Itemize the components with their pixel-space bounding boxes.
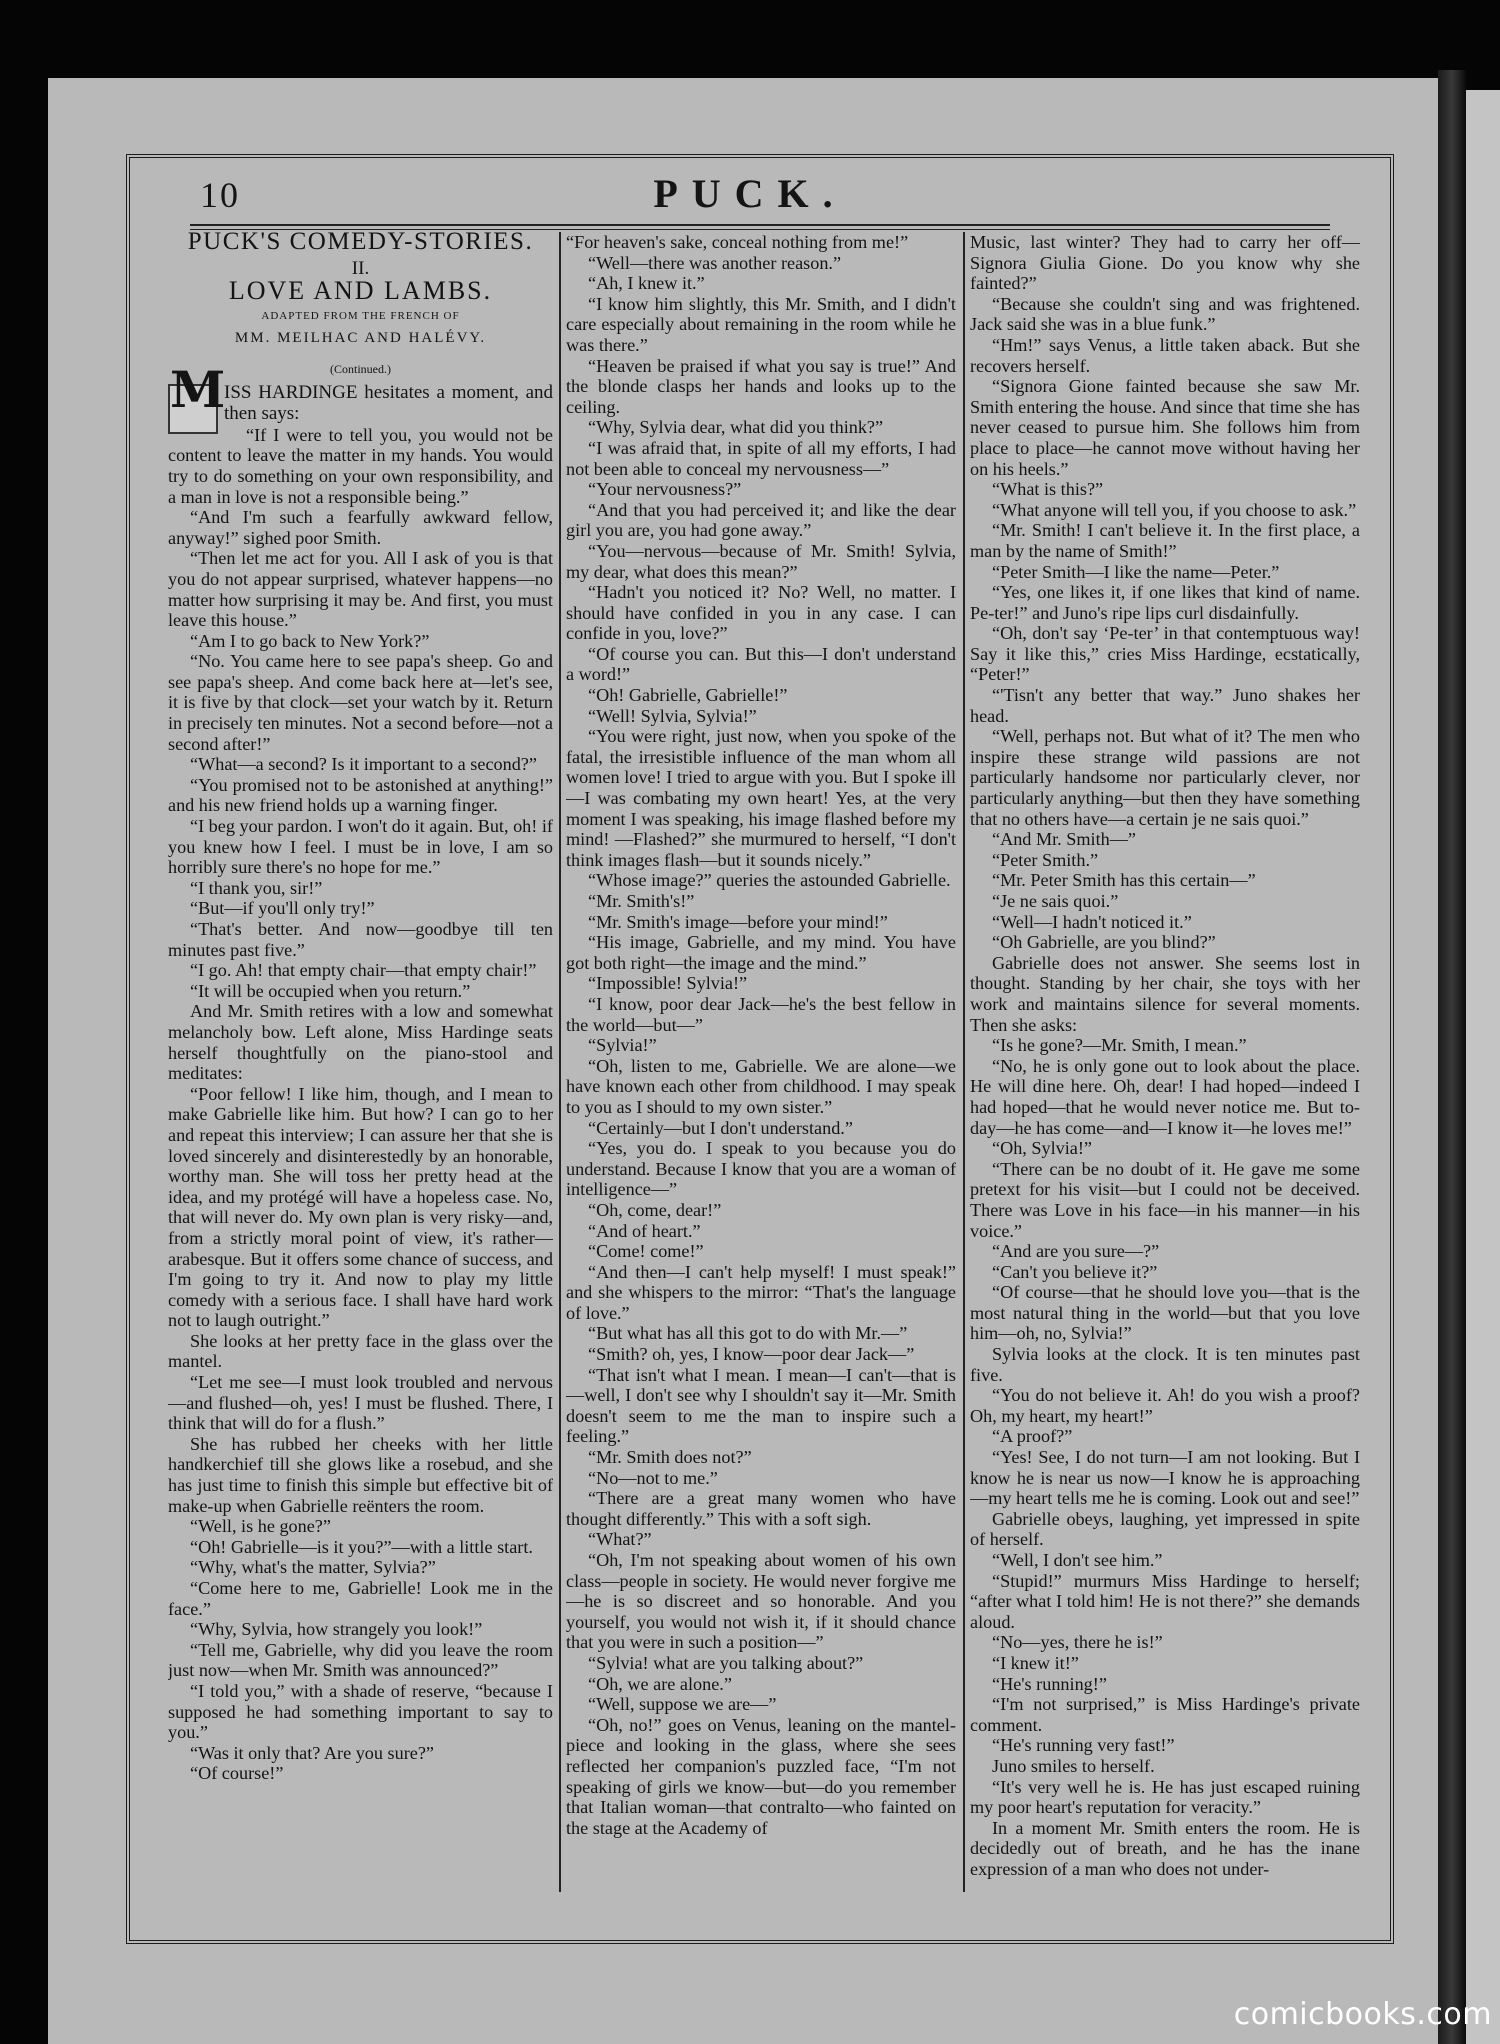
paragraph: “He's running very fast!” <box>992 1735 1175 1756</box>
paragraph: “Come! come!” <box>588 1241 704 1262</box>
paragraph: “Ah, I knew it.” <box>588 273 705 294</box>
header-rule <box>190 224 1330 230</box>
paragraph: “Sylvia! what are you talking about?” <box>588 1652 864 1673</box>
paragraph: “Of course you can. But this—I don't understand a word!” <box>566 643 956 685</box>
paragraph: “Hm!” says Venus, a little taken aback. But she recovers herself. <box>970 334 1360 376</box>
paragraph: “You were right, just now, when you spoke of the fatal, the irresistible influence of the man whom all women love! I tried to argue with you. But I spoke ill—I was combating my own heart! Yes, at the very moment I was speaking, his image flashed before my mind! —Flashed?” she murmured to herself, “I don't think images flash—but it sounds nicely.” <box>566 726 956 870</box>
paragraph: “His image, Gabrielle, and my mind. You have got both right—the image and the mind.” <box>566 932 956 973</box>
paragraph: “No. You came here to see papa's sheep. Go and see papa's sheep. And come back here at—let's see, it is five by that clock—set your watch by it. Return in precisely ten minutes. Not a second before—not a second after!” <box>168 651 553 754</box>
paragraph: “Well! Sylvia, Sylvia!” <box>588 705 757 726</box>
paragraph: “What?” <box>588 1529 652 1550</box>
paragraph: “Peter Smith—I like the name—Peter.” <box>992 561 1280 582</box>
paragraph: “Sylvia!” <box>588 1035 657 1056</box>
paragraph: “Mr. Smith's image—before your mind!” <box>588 911 888 932</box>
paragraph: “A proof?” <box>992 1426 1073 1447</box>
continued-note: (Continued.) <box>330 361 391 376</box>
column-3-body <box>970 232 1360 1880</box>
paragraph: “Oh, Sylvia!” <box>992 1138 1093 1159</box>
paragraph: “Come here to me, Gabrielle! Look me in the face.” <box>168 1578 553 1619</box>
paragraph: “Mr. Smith! I can't believe it. In the first place, a man by the name of Smith!” <box>970 520 1360 561</box>
series-title: PUCK'S COMEDY-STORIES. <box>187 232 534 255</box>
paragraph: “Why, what's the matter, Sylvia?” <box>190 1557 436 1578</box>
paragraph: “It's very well he is. He has just escaped ruining my poor heart's reputation for veracity.” <box>970 1776 1360 1818</box>
paragraph: “Oh! Gabrielle—is it you?”—with a little start. <box>190 1536 533 1557</box>
paragraph: “That's better. And now—goodbye till ten minutes past five.” <box>168 919 553 960</box>
paragraph: “Was it only that? Are you sure?” <box>190 1742 434 1763</box>
paragraph: “Yes! See, I do not turn—I am not looking. But I know he is near us now—I know he is approaching—my heart tells me he is coming. Look out and see!” <box>970 1447 1360 1509</box>
paragraph: “And are you sure—?” <box>992 1241 1160 1262</box>
paragraph: “For heaven's sake, conceal nothing from me!” <box>566 232 909 252</box>
paragraph: “You promised not to be astonished at anything!” and his new friend holds up a warning finger. <box>168 774 553 816</box>
paragraph: Gabrielle obeys, laughing, yet impressed in spite of herself. <box>970 1508 1360 1550</box>
opening-paragraph: M ISS HARDINGE hesitates a moment, and then says: <box>168 382 553 425</box>
paragraph: “Your nervousness?” <box>588 479 742 500</box>
paragraph: “Oh Gabrielle, are you blind?” <box>992 932 1216 953</box>
paragraph: “Whose image?” queries the astounded Gabrielle. <box>588 870 951 891</box>
paragraph: “Signora Gione fainted because she saw Mr. Smith entering the house. And since that time she has never ceased to pursue him. She follows him from place to place—he cannot move without having her on his heels.” <box>970 376 1360 479</box>
paragraph: “Well, suppose we are—” <box>588 1694 777 1715</box>
paragraph: “There are a great many women who have thought differently.” This with a soft sigh. <box>566 1488 956 1529</box>
paragraph: “Oh, I'm not speaking about women of his own class—people in society. He would never forgive me—he is so discreet and so honorable. And you yourself, you would not wish it, if it should chance that you were in such a position—” <box>566 1550 956 1653</box>
paragraph: “Well, I don't see him.” <box>992 1550 1163 1570</box>
paragraph: “I know him slightly, this Mr. Smith, and I didn't care especially about remaining in the room while he was there.” <box>566 293 956 355</box>
paragraph: She has rubbed her cheeks with her little handkerchief till she glows like a rosebud, and she has just time to finish this simple but effective bit of make-up when Gabrielle reënters the room. <box>168 1433 553 1516</box>
paragraph: “There can be no doubt of it. He gave me some pretext for his visit—but I could not be deceived. There was Love in his face—in his manner—in his voice.” <box>970 1158 1360 1241</box>
paragraph: “Tell me, Gabrielle, why did you leave the room just now—when Mr. Smith was announced?” <box>168 1639 553 1681</box>
masthead: PUCK. <box>653 171 847 216</box>
paragraph: “Poor fellow! I like him, though, and I mean to make Gabrielle like him. But how? I can go to her and repeat this interview; I can assure her that she is loved sincerely and disinterestedly by an honorable, worthy man. She will toss her pretty head at the idea, and my protégé will have a hopeless case. No, that will never do. My own plan is very risky—and, from a strictly moral point of view, it's rather—arabesque. But it offers some chance of success, and I'm going to try it. And now to play my little comedy with a serious face. I shall have hard work not to laugh outright.” <box>168 1083 553 1331</box>
paragraph: “Mr. Smith's!” <box>588 891 695 911</box>
page-number: 10 <box>200 175 240 215</box>
paragraph: “Of course!” <box>190 1763 284 1784</box>
column-3 <box>970 232 1360 1892</box>
paragraph: “And I'm such a fearfully awkward fellow, anyway!” sighed poor Smith. <box>168 507 553 548</box>
paragraph: “Stupid!” murmurs Miss Hardinge to herself; “after what I told him! He is not there?” she demands aloud. <box>970 1570 1360 1632</box>
paragraph: “Je ne sais quoi.” <box>992 891 1119 911</box>
paragraph: “Oh, listen to me, Gabrielle. We are alone—we have known each other from childhood. I may speak to you as I should to my own sister.” <box>566 1055 956 1117</box>
paragraph: “Oh, we are alone.” <box>588 1673 732 1694</box>
paragraph: She looks at her pretty face in the glass over the mantel. <box>168 1330 553 1372</box>
paragraph: “Hadn't you noticed it? No? Well, no matter. I should have confided in you in any case. I can confide in you, love?” <box>566 582 956 644</box>
column-divider <box>963 232 965 1892</box>
paragraph: “'Tisn't any better that way.” Juno shakes her head. <box>970 685 1360 726</box>
authors-credit: MM. MEILHAC AND HALÉVY. <box>234 330 487 347</box>
paragraph: “I knew it!” <box>992 1652 1079 1673</box>
paragraph: Gabrielle does not answer. She seems lost in thought. Standing by her chair, she toys with her work and maintains silence for several moments. Then she asks: <box>970 952 1360 1035</box>
adapted-credit: ADAPTED FROM THE FRENCH OF <box>261 309 460 322</box>
paragraph: “Then let me act for you. All I ask of you is that you do not appear surprised, whatever happens—no matter how surprising it may be. And first, you must leave this house.” <box>168 548 553 631</box>
paragraph: “I was afraid that, in spite of all my efforts, I had not been able to conceal my nervousness—” <box>566 437 956 479</box>
paragraph: “And Mr. Smith—” <box>992 829 1136 850</box>
paragraph: “No, he is only gone out to look about the place. He will dine here. Oh, dear! I had hoped—indeed I had hoped—that he would never notice me. But to-day—he has come—and—I know it—he loves me!” <box>970 1055 1360 1138</box>
paragraph: “What is this?” <box>992 479 1104 500</box>
paragraph: “And of heart.” <box>588 1220 701 1241</box>
paragraph: “Peter Smith.” <box>992 849 1099 870</box>
paragraph: “I told you,” with a shade of reserve, “because I supposed he had something important to say to you.” <box>168 1680 553 1743</box>
story-title: LOVE AND LAMBS. <box>228 276 493 306</box>
paragraph: “Well, is he gone?” <box>190 1516 331 1537</box>
paragraph: “Am I to go back to New York?” <box>190 630 430 651</box>
column-1-body <box>168 425 553 1784</box>
adjacent-page-edge <box>1466 90 1500 2044</box>
paragraph: “Why, Sylvia dear, what did you think?” <box>588 417 884 438</box>
paragraph: Juno smiles to herself. <box>992 1755 1155 1776</box>
paragraph: “Why, Sylvia, how strangely you look!” <box>190 1619 483 1640</box>
paragraph: “What anyone will tell you, if you choose to ask.” <box>992 499 1357 520</box>
paragraph: “Can't you believe it?” <box>992 1261 1158 1282</box>
paragraph: “Of course—that he should love you—that is the most natural thing in the world—but that you love him—oh, no, Sylvia!” <box>970 1282 1360 1344</box>
paragraph: “I'm not surprised,” is Miss Hardinge's private comment. <box>970 1694 1360 1735</box>
paragraph: “If I were to tell you, you would not be content to leave the matter in my hands. You would try to do something on your own responsibility, and a man in love is not a responsible being.” <box>168 424 553 507</box>
paragraph: “I go. Ah! that empty chair—that empty chair!” <box>190 960 537 981</box>
paragraph: And Mr. Smith retires with a low and somewhat melancholy bow. Left alone, Miss Hardinge seats herself thoughtfully on the piano-stool and meditates: <box>168 1001 553 1084</box>
drop-cap: M <box>168 384 218 434</box>
paragraph: “Well, perhaps not. But what of it? The men who inspire these strange wild passions are not particularly handsome nor particularly clever, nor particularly anything—but then they have something that no others have—a certain je ne sais quoi.” <box>970 726 1360 829</box>
paragraph: “He's running!” <box>992 1673 1107 1694</box>
paragraph: “Oh, no!” goes on Venus, leaning on the mantel-piece and looking in the glass, where she sees reflected her companion's puzzled face, “I'm not speaking of girls we know—but—do you remember that Italian woman—that contralto—who fainted on the stage at the Academy of <box>566 1714 956 1838</box>
paragraph: “It will be occupied when you return.” <box>190 980 471 1001</box>
paragraph: “Well—I hadn't noticed it.” <box>992 911 1192 932</box>
book-gutter <box>1438 70 1466 2044</box>
paragraph: “Impossible! Sylvia!” <box>588 973 748 994</box>
column-1 <box>168 232 553 1892</box>
paragraph: “Oh, don't say ‘Pe-ter’ in that contemptuous way! Say it like this,” cries Miss Hardinge, ecstatically, “Peter!” <box>970 623 1360 685</box>
paragraph: “Certainly—but I don't understand.” <box>588 1117 853 1138</box>
paragraph: “And that you had perceived it; and like the dear girl you are, you had gone away.” <box>566 499 956 541</box>
paragraph: “Let me see—I must look troubled and nervous—and flushed—oh, yes! I must be flushed. There, I think that will do for a flush.” <box>168 1372 553 1434</box>
paragraph: “I beg your pardon. I won't do it again. But, oh! if you knew how I feel. I must be in love, I am so horribly sure there's no hope for me.” <box>168 816 553 878</box>
paragraph: Music, last winter? They had to carry her off—Signora Giulia Gione. Do you know why she fainted?” <box>970 232 1360 294</box>
column-2 <box>566 232 956 1892</box>
paragraph: “I know, poor dear Jack—he's the best fellow in the world—but—” <box>566 993 956 1035</box>
site-watermark: comicbooks.com <box>1233 1997 1492 2032</box>
paragraph: “But—if you'll only try!” <box>190 898 375 919</box>
paragraph: “Is he gone?—Mr. Smith, I mean.” <box>992 1035 1247 1056</box>
paragraph: “Because she couldn't sing and was frightened. Jack said she was in a blue funk.” <box>970 293 1360 335</box>
paragraph: “But what has all this got to do with Mr.—” <box>588 1323 908 1344</box>
paragraph: In a moment Mr. Smith enters the room. He is decidedly out of breath, and he has the inane expression of a man who does not under- <box>970 1817 1360 1879</box>
column-divider <box>559 232 561 1892</box>
paragraph: “Yes, you do. I speak to you because you do understand. Because I know that you are a woman of intelligence—” <box>566 1138 956 1200</box>
paragraph: “No—yes, there he is!” <box>992 1632 1163 1653</box>
paragraph: “No—not to me.” <box>588 1467 718 1488</box>
paragraph: “You do not believe it. Ah! do you wish a proof? Oh, my heart, my heart!” <box>970 1385 1360 1426</box>
paragraph: “Mr. Smith does not?” <box>588 1447 752 1468</box>
paragraph: “Well—there was another reason.” <box>588 252 842 273</box>
paragraph: “I thank you, sir!” <box>190 877 323 898</box>
paragraph: “That isn't what I mean. I mean—I can't—that is—well, I don't see why I shouldn't say it—Mr. Smith doesn't seem to me the man to inspire such a feeling.” <box>566 1364 956 1447</box>
paragraph: “Oh, come, dear!” <box>588 1199 722 1220</box>
paragraph: “Smith? oh, yes, I know—poor dear Jack—” <box>588 1344 915 1365</box>
paragraph: “Oh! Gabrielle, Gabrielle!” <box>588 685 788 706</box>
paragraph: Sylvia looks at the clock. It is ten minutes past five. <box>970 1344 1360 1385</box>
paragraph: “And then—I can't help myself! I must speak!” and she whispers to the mirror: “That's the language of love.” <box>566 1261 956 1323</box>
paragraph: “You—nervous—because of Mr. Smith! Sylvia, my dear, what does this mean?” <box>566 540 956 582</box>
paragraph: “What—a second? Is it important to a second?” <box>190 754 537 775</box>
part-number: II. <box>351 257 370 279</box>
paragraph: “Yes, one likes it, if one likes that kind of name. Pe-ter!” and Juno's ripe lips curl disdainfully. <box>970 582 1360 623</box>
column-2-body <box>566 232 956 1838</box>
paragraph: “Mr. Peter Smith has this certain—” <box>992 870 1256 891</box>
paragraph: “Heaven be praised if what you say is true!” And the blonde clasps her hands and looks up to the ceiling. <box>566 355 956 417</box>
